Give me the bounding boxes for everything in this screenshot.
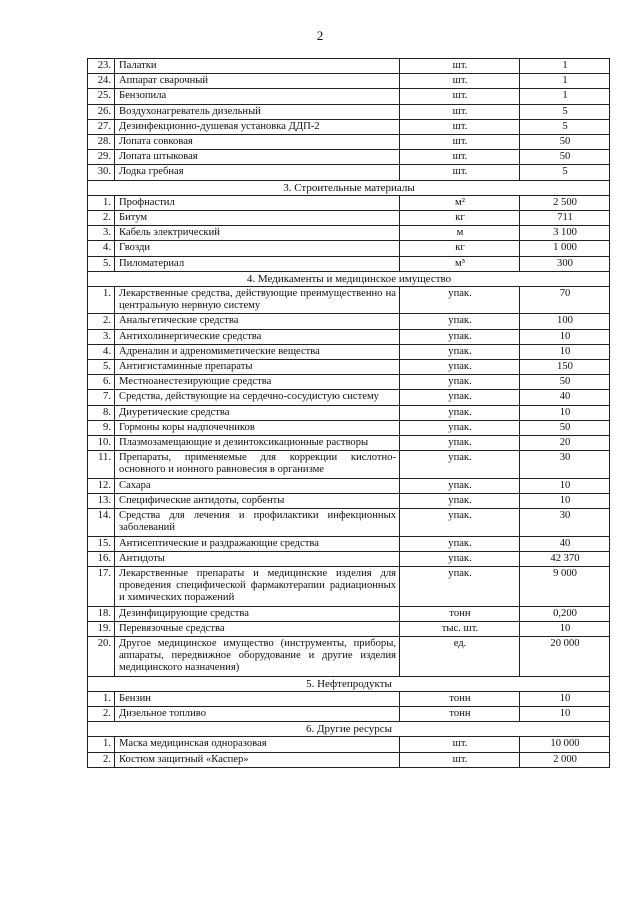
table-row [88,390,610,405]
item-quantity: 42 370 [520,551,610,566]
item-name: Аппарат сварочный [115,74,400,89]
item-quantity: 30 [520,509,610,536]
row-number: 6. [88,375,115,390]
row-number: 2. [88,211,115,226]
item-quantity: 20 [520,436,610,451]
item-quantity: 50 [520,135,610,150]
section-header-row [88,722,610,737]
table-row [88,119,610,134]
item-name: Средства, действующие на сердечно-сосудистую систему [115,390,400,405]
table-row [88,135,610,150]
item-unit: упак. [400,390,520,405]
row-number: 4. [88,344,115,359]
item-quantity: 10 [520,706,610,721]
table-row [88,405,610,420]
row-number: 7. [88,390,115,405]
item-quantity: 10 [520,344,610,359]
item-unit: упак. [400,329,520,344]
row-number: 15. [88,536,115,551]
item-unit: шт. [400,752,520,767]
section-title: 5. Нефтепродукты [88,676,610,691]
item-name: Профнастил [115,195,400,210]
item-quantity: 1 [520,59,610,74]
item-unit: кг [400,241,520,256]
item-name: Перевязочные средства [115,621,400,636]
table-row [88,636,610,676]
item-unit: тонн [400,606,520,621]
item-quantity: 50 [520,420,610,435]
table-row [88,478,610,493]
table-row [88,551,610,566]
table-row [88,566,610,606]
row-number: 10. [88,436,115,451]
table-row [88,752,610,767]
table-row [88,436,610,451]
table-row [88,74,610,89]
table-row [88,509,610,536]
table-row [88,451,610,478]
item-quantity: 150 [520,360,610,375]
item-name: Дезинфицирующие средства [115,606,400,621]
item-unit: упак. [400,478,520,493]
row-number: 25. [88,89,115,104]
table-row [88,226,610,241]
item-name: Дизельное топливо [115,706,400,721]
item-name: Пиломатериал [115,256,400,271]
item-quantity: 2 000 [520,752,610,767]
item-unit: упак. [400,375,520,390]
row-number: 28. [88,135,115,150]
item-quantity: 711 [520,211,610,226]
row-number: 29. [88,150,115,165]
item-unit: шт. [400,737,520,752]
item-unit: м³ [400,256,520,271]
row-number: 23. [88,59,115,74]
item-name: Антисептические и раздражающие средства [115,536,400,551]
item-quantity: 50 [520,150,610,165]
item-name: Диуретические средства [115,405,400,420]
section-title: 4. Медикаменты и медицинское имущество [88,271,610,286]
section-header-row [88,676,610,691]
table-row [88,89,610,104]
item-quantity: 3 100 [520,226,610,241]
item-name: Антихолинергические средства [115,329,400,344]
row-number: 27. [88,119,115,134]
table-row [88,420,610,435]
item-unit: м² [400,195,520,210]
item-name: Сахара [115,478,400,493]
table-row [88,329,610,344]
row-number: 2. [88,314,115,329]
row-number: 2. [88,706,115,721]
item-quantity: 10 000 [520,737,610,752]
item-unit: шт. [400,135,520,150]
item-unit: упак. [400,287,520,314]
row-number: 2. [88,752,115,767]
table-row [88,104,610,119]
resources-table-body [88,59,610,768]
item-name: Лекарственные препараты и медицинские изделия для проведения специфической фармакотерапии радиационных и химических поражений [115,566,400,606]
row-number: 30. [88,165,115,180]
item-quantity: 2 500 [520,195,610,210]
row-number: 24. [88,74,115,89]
row-number: 1. [88,195,115,210]
row-number: 26. [88,104,115,119]
item-quantity: 0,200 [520,606,610,621]
item-unit: упак. [400,566,520,606]
item-name: Гвозди [115,241,400,256]
row-number: 4. [88,241,115,256]
table-row [88,195,610,210]
section-title: 3. Строительные материалы [88,180,610,195]
item-quantity: 40 [520,536,610,551]
item-name: Кабель электрический [115,226,400,241]
row-number: 14. [88,509,115,536]
item-unit: шт. [400,104,520,119]
item-unit: упак. [400,436,520,451]
item-unit: тыс. шт. [400,621,520,636]
row-number: 20. [88,636,115,676]
item-quantity: 5 [520,165,610,180]
item-name: Антидоты [115,551,400,566]
item-name: Воздухонагреватель дизельный [115,104,400,119]
item-name: Палатки [115,59,400,74]
section-header-row [88,271,610,286]
item-unit: шт. [400,119,520,134]
table-row [88,241,610,256]
item-unit: кг [400,211,520,226]
item-quantity: 5 [520,104,610,119]
item-unit: м [400,226,520,241]
resources-table [87,58,610,768]
item-unit: упак. [400,420,520,435]
item-unit: упак. [400,551,520,566]
item-quantity: 300 [520,256,610,271]
item-name: Антигистаминные препараты [115,360,400,375]
item-unit: упак. [400,509,520,536]
item-name: Бензин [115,691,400,706]
row-number: 1. [88,737,115,752]
item-name: Костюм защитный «Каспер» [115,752,400,767]
item-name: Плазмозамещающие и дезинтоксикационные растворы [115,436,400,451]
table-row [88,536,610,551]
item-unit: шт. [400,74,520,89]
item-quantity: 100 [520,314,610,329]
item-unit: упак. [400,451,520,478]
item-quantity: 40 [520,390,610,405]
item-unit: ед. [400,636,520,676]
item-unit: упак. [400,344,520,359]
item-name: Маска медицинская одноразовая [115,737,400,752]
item-quantity: 1 000 [520,241,610,256]
item-quantity: 5 [520,119,610,134]
table-row [88,150,610,165]
table-row [88,375,610,390]
table-row [88,59,610,74]
item-quantity: 70 [520,287,610,314]
row-number: 3. [88,329,115,344]
item-quantity: 50 [520,375,610,390]
item-quantity: 30 [520,451,610,478]
row-number: 8. [88,405,115,420]
item-unit: упак. [400,360,520,375]
item-unit: упак. [400,493,520,508]
row-number: 11. [88,451,115,478]
row-number: 5. [88,360,115,375]
item-name: Гормоны коры надпочечников [115,420,400,435]
table-row [88,606,610,621]
item-name: Битум [115,211,400,226]
row-number: 9. [88,420,115,435]
row-number: 19. [88,621,115,636]
row-number: 5. [88,256,115,271]
row-number: 16. [88,551,115,566]
item-quantity: 10 [520,478,610,493]
table-row [88,691,610,706]
table-row [88,493,610,508]
item-quantity: 10 [520,493,610,508]
item-name: Препараты, применяемые для коррекции кислотно-основного и ионного равновесия в организме [115,451,400,478]
item-unit: упак. [400,405,520,420]
page-number: 2 [316,28,324,43]
table-row [88,360,610,375]
table-row [88,165,610,180]
item-name: Средства для лечения и профилактики инфекционных заболеваний [115,509,400,536]
item-name: Лопата штыковая [115,150,400,165]
item-name: Адреналин и адреномиметические вещества [115,344,400,359]
item-name: Дезинфекционно-душевая установка ДДП-2 [115,119,400,134]
item-unit: шт. [400,150,520,165]
table-row [88,314,610,329]
row-number: 12. [88,478,115,493]
item-unit: тонн [400,706,520,721]
item-quantity: 1 [520,89,610,104]
table-row [88,211,610,226]
table-row [88,621,610,636]
item-unit: шт. [400,165,520,180]
table-row [88,256,610,271]
row-number: 17. [88,566,115,606]
item-quantity: 20 000 [520,636,610,676]
section-title: 6. Другие ресурсы [88,722,610,737]
item-quantity: 10 [520,405,610,420]
item-unit: шт. [400,89,520,104]
item-unit: упак. [400,314,520,329]
item-quantity: 10 [520,691,610,706]
item-name: Бензопила [115,89,400,104]
table-row [88,706,610,721]
item-name: Специфические антидоты, сорбенты [115,493,400,508]
item-name: Лопата совковая [115,135,400,150]
table-row [88,287,610,314]
item-unit: шт. [400,59,520,74]
table-row [88,737,610,752]
item-quantity: 10 [520,329,610,344]
item-name: Местноанестезирующие средства [115,375,400,390]
section-header-row [88,180,610,195]
row-number: 1. [88,287,115,314]
row-number: 13. [88,493,115,508]
item-unit: тонн [400,691,520,706]
row-number: 3. [88,226,115,241]
item-unit: упак. [400,536,520,551]
item-quantity: 9 000 [520,566,610,606]
row-number: 1. [88,691,115,706]
item-quantity: 1 [520,74,610,89]
item-name: Анальгетические средства [115,314,400,329]
item-quantity: 10 [520,621,610,636]
item-name: Другое медицинское имущество (инструменты, приборы, аппараты, передвижное оборудование и другие изделия медицинского назначения) [115,636,400,676]
table-row [88,344,610,359]
item-name: Лекарственные средства, действующие преимущественно на центральную нервную систему [115,287,400,314]
item-name: Лодка гребная [115,165,400,180]
row-number: 18. [88,606,115,621]
